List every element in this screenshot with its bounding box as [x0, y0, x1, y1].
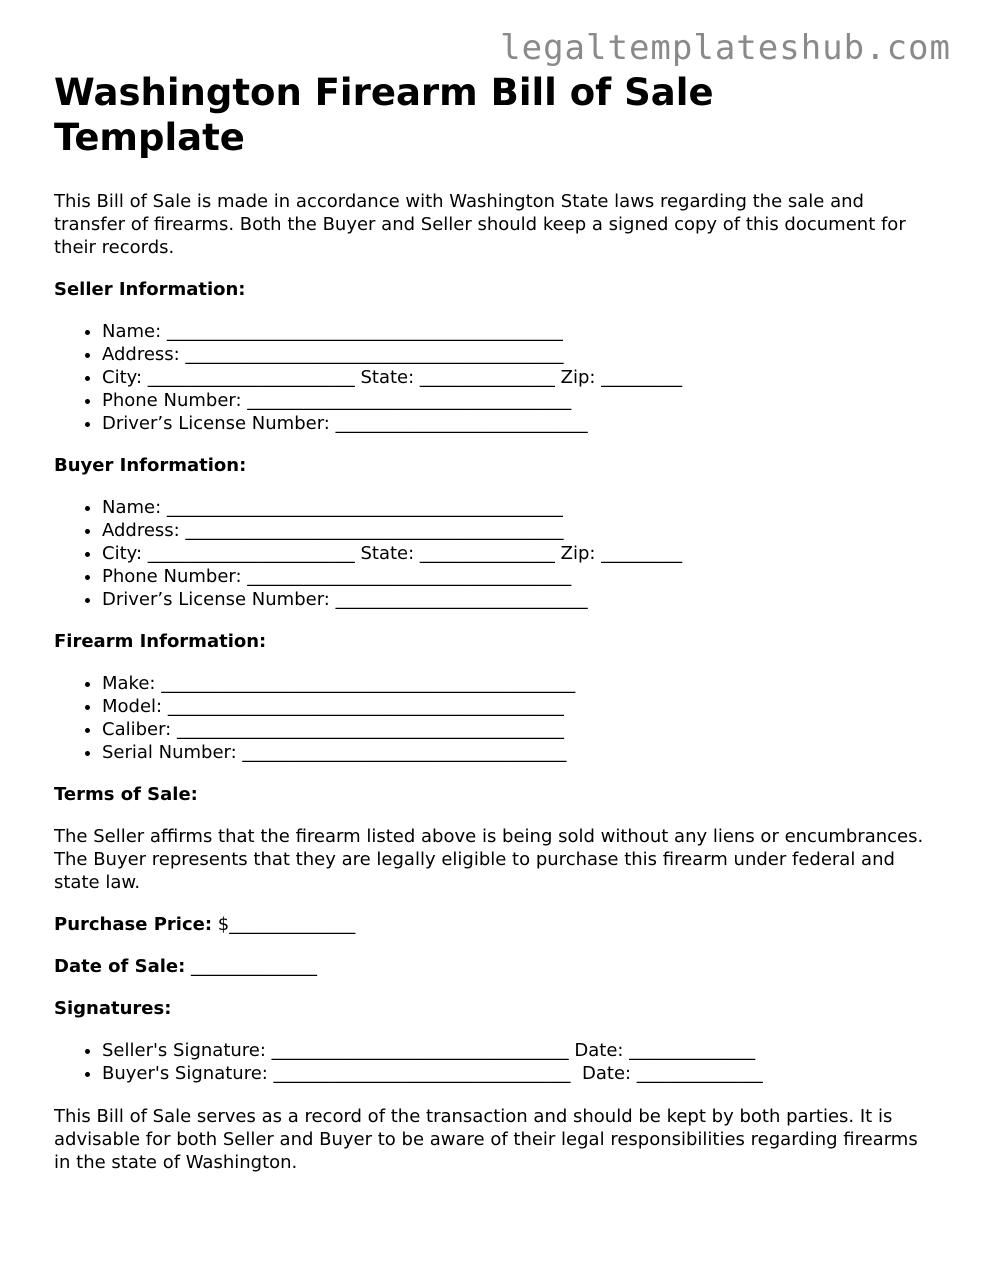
document-body: [54, 70, 934, 1174]
seller-heading: Seller Information:: [54, 279, 246, 300]
buyer-name-field: • Name: ____________________________________________: [102, 496, 934, 519]
seller-address-field: • Address: __________________________________________: [102, 343, 934, 366]
date-of-sale-label: Date of Sale:: [54, 956, 186, 977]
buyer-signature-field: • Buyer's Signature: _________________________________ Date: ______________: [102, 1062, 934, 1085]
firearm-model-field: • Model: ____________________________________________: [102, 695, 934, 718]
firearm-serial-field: • Serial Number: ____________________________________: [102, 741, 934, 764]
purchase-price-blank: $______________: [212, 914, 356, 935]
seller-signature-field: • Seller's Signature: _________________________________ Date: ______________: [102, 1039, 934, 1062]
signatures-heading: Signatures:: [54, 998, 172, 1019]
purchase-price-label: Purchase Price:: [54, 914, 213, 935]
intro-paragraph: This Bill of Sale is made in accordance with Washington State laws regarding the sale and transfer of firearms. Both the Buyer and Seller should keep a signed copy of this document for their records.: [54, 191, 906, 258]
seller-license-field: • Driver’s License Number: ____________________________: [102, 412, 934, 435]
signatures-list: [54, 1039, 934, 1085]
page-title: Washington Firearm Bill of Sale Template: [54, 71, 714, 159]
seller-name-field: • Name: ____________________________________________: [102, 320, 934, 343]
firearm-make-field: • Make: ______________________________________________: [102, 672, 934, 695]
closing-paragraph: This Bill of Sale serves as a record of the transaction and should be kept by both parties. It is advisable for both Seller and Buyer to be aware of their legal responsibilities regarding firearms in the state of Washington.: [54, 1106, 918, 1173]
terms-heading: Terms of Sale:: [54, 784, 198, 805]
firearm-info-list: [54, 672, 934, 764]
buyer-phone-field: • Phone Number: ____________________________________: [102, 565, 934, 588]
firearm-caliber-field: • Caliber: ___________________________________________: [102, 718, 934, 741]
seller-phone-field: • Phone Number: ____________________________________: [102, 389, 934, 412]
seller-info-list: [54, 320, 934, 435]
buyer-info-list: [54, 496, 934, 611]
date-of-sale-blank: ______________: [185, 956, 318, 977]
seller-city-state-zip-field: • City: _______________________ State: _______________ Zip: _________: [102, 366, 934, 389]
watermark: legaltemplateshub.com: [500, 28, 951, 68]
buyer-license-field: • Driver’s License Number: ____________________________: [102, 588, 934, 611]
buyer-city-state-zip-field: • City: _______________________ State: _______________ Zip: _________: [102, 542, 934, 565]
terms-paragraph: The Seller affirms that the firearm listed above is being sold without any liens or encumbrances. The Buyer represents that they are legally eligible to purchase this firearm under federal and state law.: [54, 826, 924, 893]
buyer-address-field: • Address: __________________________________________: [102, 519, 934, 542]
buyer-heading: Buyer Information:: [54, 455, 247, 476]
purchase-price-line: [54, 913, 934, 936]
firearm-heading: Firearm Information:: [54, 631, 267, 652]
date-of-sale-line: [54, 955, 934, 978]
